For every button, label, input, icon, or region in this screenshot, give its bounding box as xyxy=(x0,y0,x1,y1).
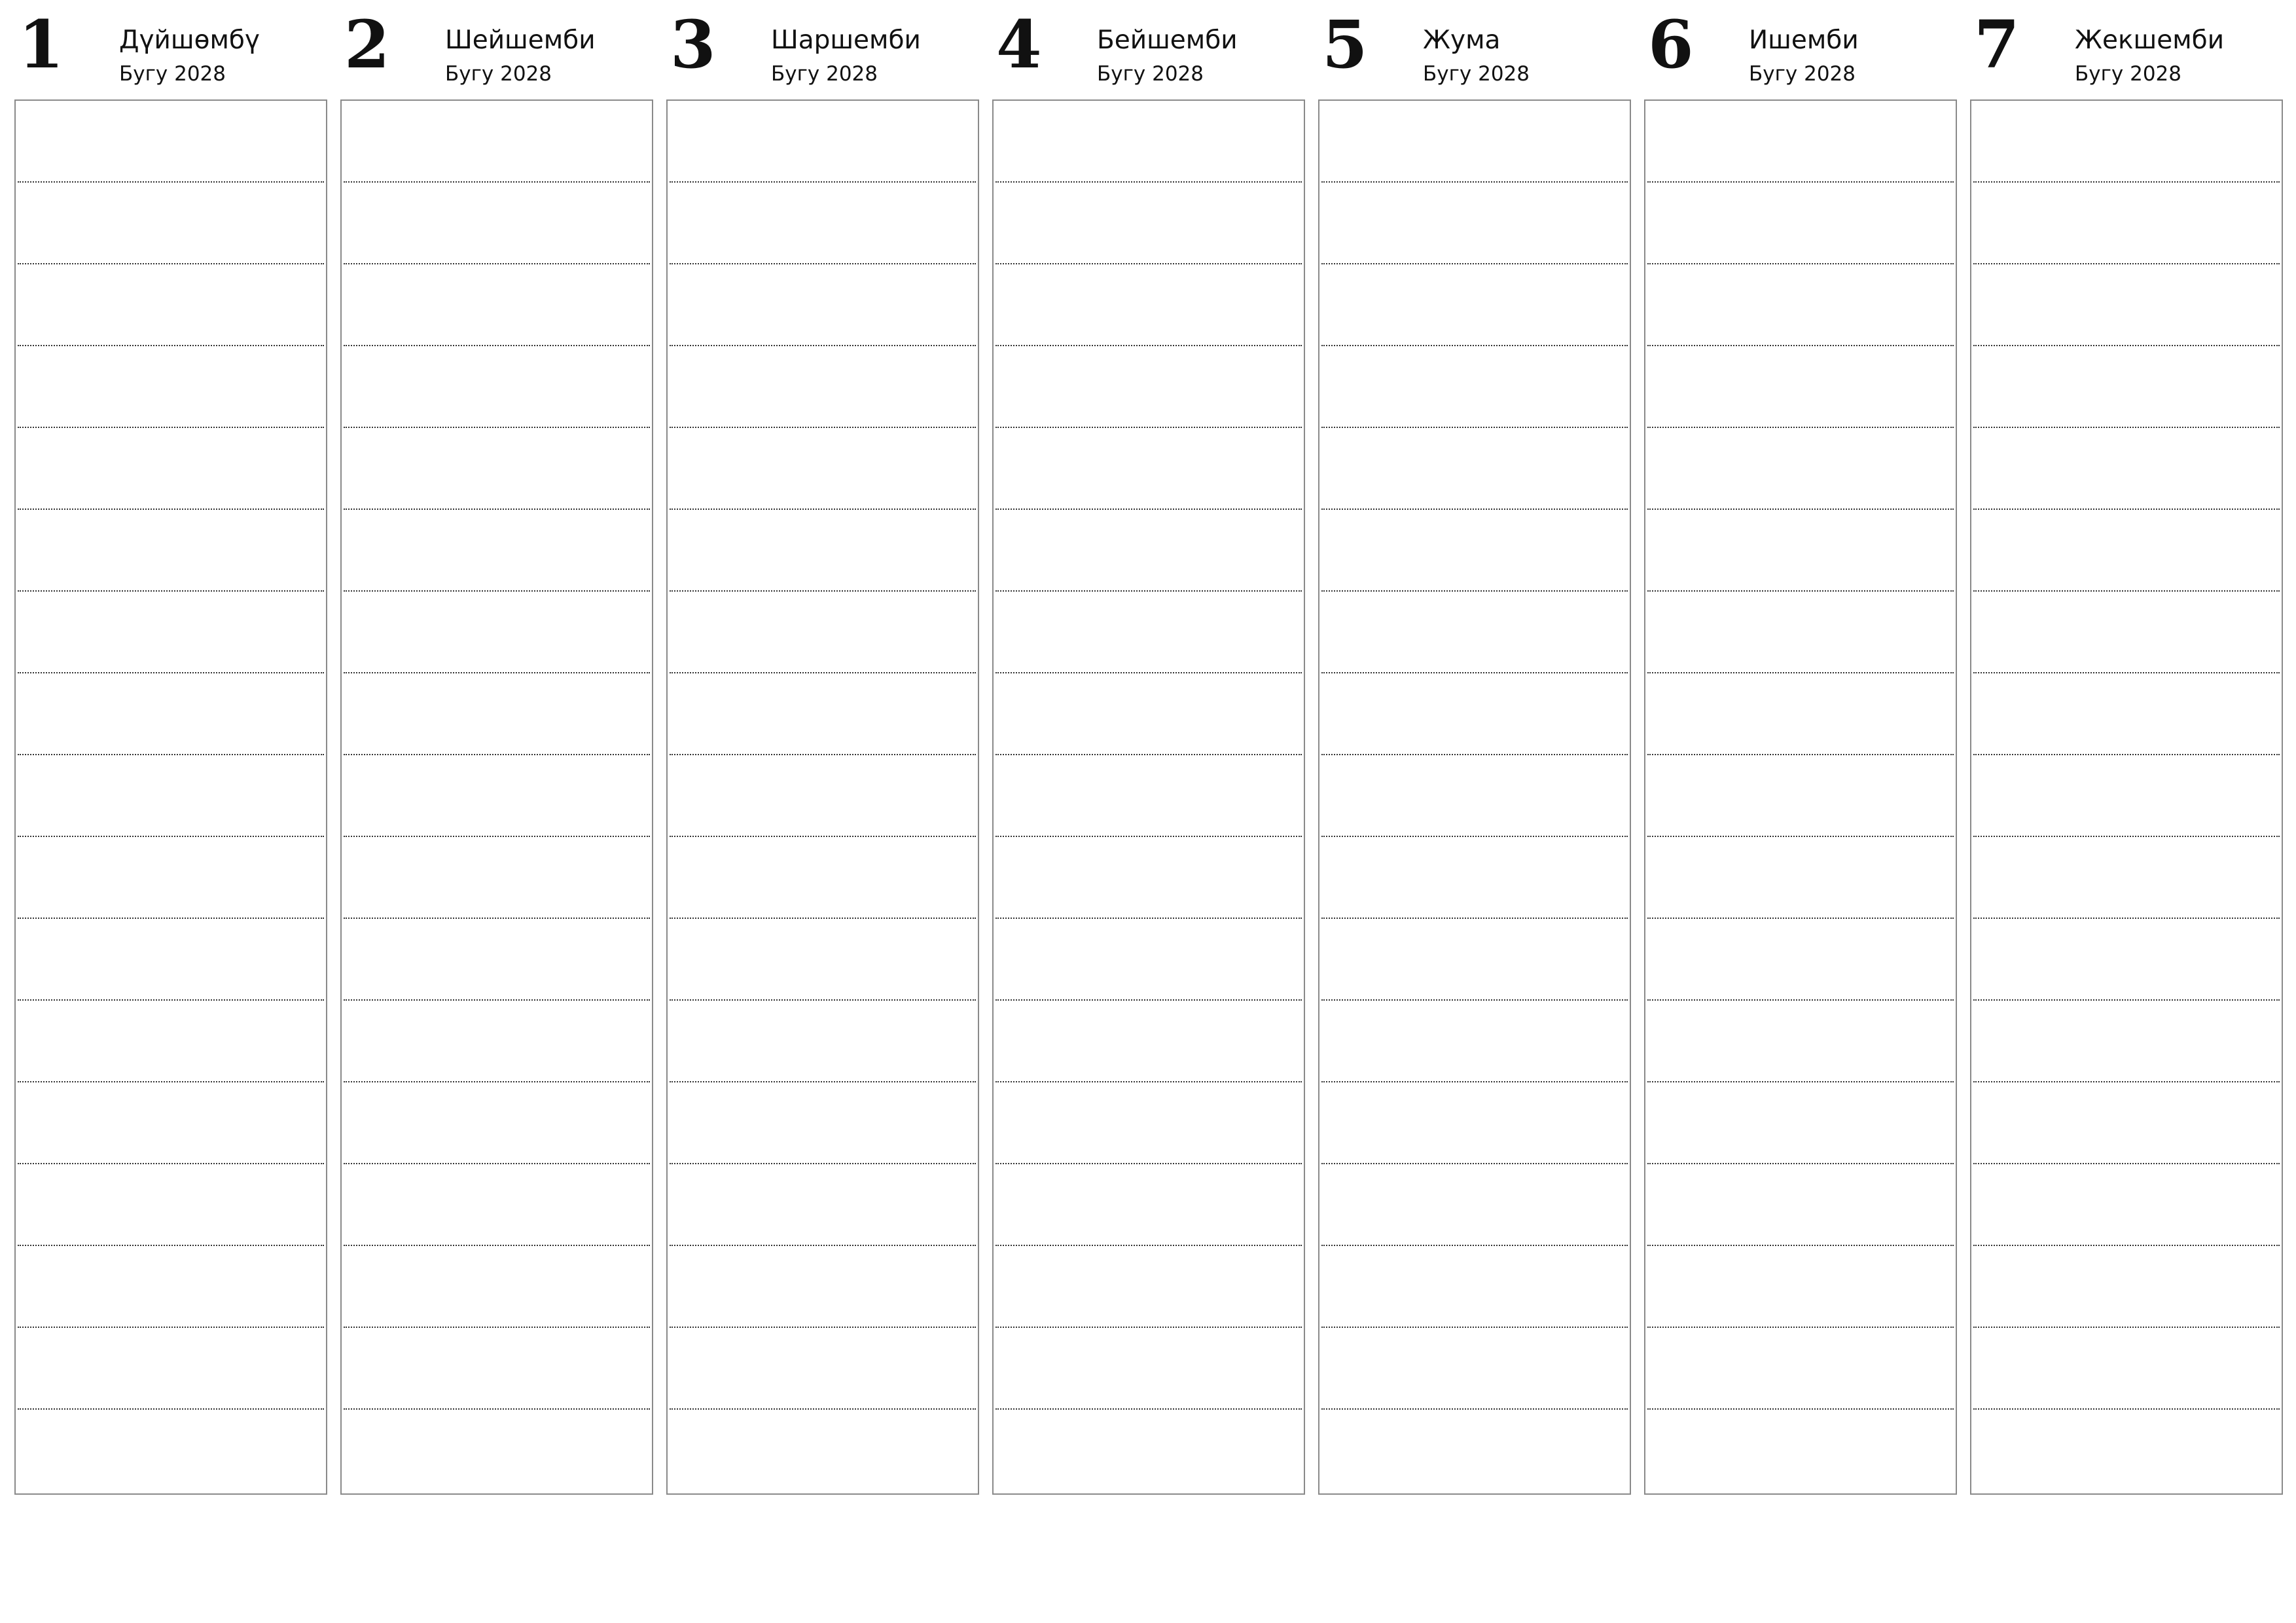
day-notes-box xyxy=(1644,99,1957,1495)
note-line xyxy=(18,1164,324,1246)
day-header xyxy=(1970,0,2283,99)
note-line xyxy=(344,428,650,510)
note-line xyxy=(1647,428,1954,510)
note-line xyxy=(1647,755,1954,837)
note-line xyxy=(344,592,650,673)
day-column-5 xyxy=(1318,0,1631,99)
day-header xyxy=(340,0,653,99)
day-month-year: Бугу 2028 xyxy=(445,62,552,86)
note-line xyxy=(1973,919,2280,1001)
note-line xyxy=(344,183,650,264)
day-header xyxy=(1318,0,1631,99)
note-line xyxy=(670,1328,976,1410)
note-line xyxy=(670,264,976,346)
note-line xyxy=(18,428,324,510)
day-header xyxy=(992,0,1305,99)
note-line xyxy=(1321,101,1628,183)
note-line xyxy=(1647,264,1954,346)
note-line xyxy=(1647,919,1954,1001)
day-number: 7 xyxy=(1974,6,2020,83)
note-line xyxy=(18,837,324,919)
note-line xyxy=(18,1082,324,1164)
day-month-year: Бугу 2028 xyxy=(1097,62,1204,86)
note-line xyxy=(1321,592,1628,673)
note-line xyxy=(1973,592,2280,673)
note-line xyxy=(18,510,324,592)
note-line xyxy=(670,1082,976,1164)
note-line xyxy=(1973,1410,2280,1491)
note-line xyxy=(1647,1246,1954,1328)
note-line xyxy=(1647,101,1954,183)
note-line xyxy=(996,755,1302,837)
note-line xyxy=(1647,346,1954,428)
note-line xyxy=(1647,1410,1954,1491)
note-line xyxy=(18,1246,324,1328)
note-line xyxy=(344,1410,650,1491)
note-line xyxy=(1973,264,2280,346)
note-line xyxy=(996,1246,1302,1328)
note-line xyxy=(18,264,324,346)
note-line xyxy=(1973,1328,2280,1410)
note-line xyxy=(1973,510,2280,592)
note-line xyxy=(18,1410,324,1491)
note-line xyxy=(344,1164,650,1246)
note-line xyxy=(670,346,976,428)
note-line xyxy=(996,1328,1302,1410)
note-line xyxy=(996,510,1302,592)
day-month-year: Бугу 2028 xyxy=(1749,62,1856,86)
day-number: 5 xyxy=(1322,6,1368,83)
day-column-6 xyxy=(1644,0,1957,99)
day-notes-box xyxy=(340,99,653,1495)
note-line xyxy=(670,673,976,755)
note-line xyxy=(670,510,976,592)
day-number: 3 xyxy=(670,6,716,83)
note-line xyxy=(1973,346,2280,428)
note-line xyxy=(670,1164,976,1246)
note-line xyxy=(1973,1001,2280,1082)
day-header xyxy=(1644,0,1957,99)
note-line xyxy=(996,1164,1302,1246)
note-line xyxy=(1321,755,1628,837)
note-line xyxy=(1321,1082,1628,1164)
note-line xyxy=(1647,837,1954,919)
note-line xyxy=(996,346,1302,428)
note-line xyxy=(344,837,650,919)
note-line xyxy=(1973,428,2280,510)
note-line xyxy=(996,1082,1302,1164)
note-line xyxy=(1321,183,1628,264)
note-line xyxy=(1973,673,2280,755)
note-line xyxy=(344,1328,650,1410)
note-line xyxy=(18,346,324,428)
day-name: Жекшемби xyxy=(2075,26,2225,55)
note-line xyxy=(1321,1328,1628,1410)
day-name: Жума xyxy=(1423,26,1501,55)
note-line xyxy=(1321,673,1628,755)
note-line xyxy=(1647,1001,1954,1082)
note-line xyxy=(1647,183,1954,264)
note-line xyxy=(344,755,650,837)
note-line xyxy=(344,264,650,346)
note-line xyxy=(996,673,1302,755)
note-line xyxy=(996,1001,1302,1082)
day-column-3 xyxy=(666,0,979,99)
note-line xyxy=(1647,510,1954,592)
day-name: Шаршемби xyxy=(771,26,921,55)
note-line xyxy=(1647,1164,1954,1246)
note-line xyxy=(670,592,976,673)
day-number: 4 xyxy=(996,6,1042,83)
day-month-year: Бугу 2028 xyxy=(119,62,226,86)
note-line xyxy=(1321,919,1628,1001)
day-notes-box xyxy=(1970,99,2283,1495)
note-line xyxy=(1321,837,1628,919)
day-number: 2 xyxy=(344,6,390,83)
note-line xyxy=(18,183,324,264)
note-line xyxy=(1973,1164,2280,1246)
note-line xyxy=(670,1410,976,1491)
note-line xyxy=(1321,1001,1628,1082)
note-line xyxy=(1973,755,2280,837)
day-column-2 xyxy=(340,0,653,99)
note-line xyxy=(1321,510,1628,592)
note-line xyxy=(1647,1082,1954,1164)
note-line xyxy=(1647,1328,1954,1410)
note-line xyxy=(1321,1410,1628,1491)
day-name: Бейшемби xyxy=(1097,26,1238,55)
note-line xyxy=(996,919,1302,1001)
note-line xyxy=(344,510,650,592)
day-column-1 xyxy=(14,0,327,99)
note-line xyxy=(996,1410,1302,1491)
note-line xyxy=(1973,183,2280,264)
note-line xyxy=(670,428,976,510)
note-line xyxy=(1973,837,2280,919)
note-line xyxy=(18,592,324,673)
day-month-year: Бугу 2028 xyxy=(2075,62,2181,86)
note-line xyxy=(1321,1164,1628,1246)
day-month-year: Бугу 2028 xyxy=(771,62,878,86)
day-notes-box xyxy=(14,99,327,1495)
note-line xyxy=(18,755,324,837)
day-number: 1 xyxy=(18,6,64,83)
note-line xyxy=(670,837,976,919)
note-line xyxy=(996,264,1302,346)
note-line xyxy=(344,1246,650,1328)
note-line xyxy=(18,1328,324,1410)
note-line xyxy=(1973,1082,2280,1164)
note-line xyxy=(670,101,976,183)
note-line xyxy=(996,428,1302,510)
day-column-4 xyxy=(992,0,1305,99)
note-line xyxy=(18,1001,324,1082)
note-line xyxy=(344,1001,650,1082)
note-line xyxy=(1647,673,1954,755)
day-header xyxy=(666,0,979,99)
note-line xyxy=(670,1001,976,1082)
day-header xyxy=(14,0,327,99)
note-line xyxy=(1321,264,1628,346)
day-column-7 xyxy=(1970,0,2283,99)
note-line xyxy=(344,346,650,428)
day-number: 6 xyxy=(1648,6,1694,83)
day-notes-box xyxy=(1318,99,1631,1495)
note-line xyxy=(1973,1246,2280,1328)
note-line xyxy=(344,673,650,755)
note-line xyxy=(670,919,976,1001)
note-line xyxy=(996,101,1302,183)
note-line xyxy=(344,1082,650,1164)
day-notes-box xyxy=(666,99,979,1495)
note-line xyxy=(670,183,976,264)
day-notes-box xyxy=(992,99,1305,1495)
note-line xyxy=(1321,346,1628,428)
note-line xyxy=(1647,592,1954,673)
note-line xyxy=(18,101,324,183)
note-line xyxy=(18,919,324,1001)
note-line xyxy=(1973,101,2280,183)
day-name: Дүйшөмбү xyxy=(119,26,260,55)
note-line xyxy=(996,183,1302,264)
note-line xyxy=(670,1246,976,1328)
note-line xyxy=(1321,428,1628,510)
day-month-year: Бугу 2028 xyxy=(1423,62,1530,86)
note-line xyxy=(1321,1246,1628,1328)
note-line xyxy=(670,755,976,837)
note-line xyxy=(344,919,650,1001)
note-line xyxy=(344,101,650,183)
day-name: Ишемби xyxy=(1749,26,1859,55)
note-line xyxy=(18,673,324,755)
note-line xyxy=(996,592,1302,673)
day-name: Шейшемби xyxy=(445,26,596,55)
note-line xyxy=(996,837,1302,919)
